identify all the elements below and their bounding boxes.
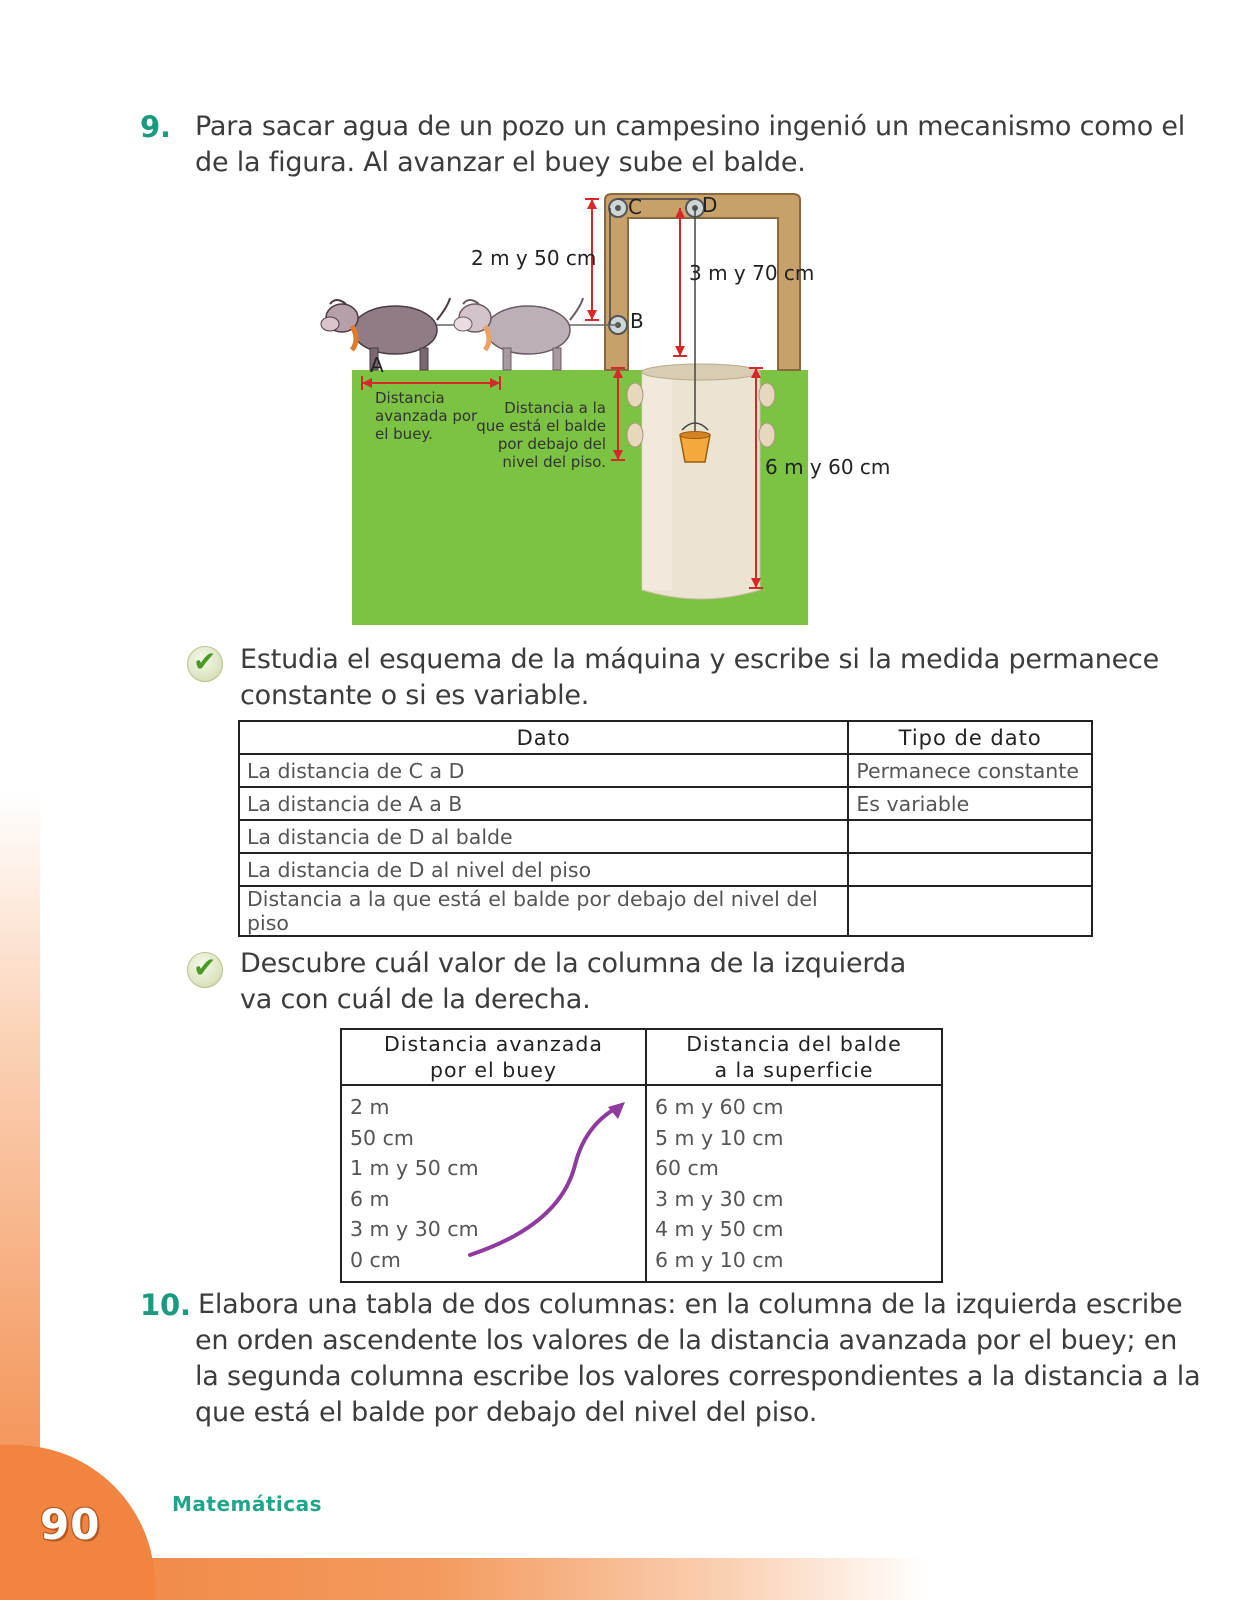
list-item[interactable]: 5 m y 10 cm [654, 1125, 784, 1150]
well-mechanism-figure [300, 190, 960, 630]
question-10-line-3: la segunda columna escribe los valores correspondientes a la distancia a la [195, 1361, 1201, 1392]
header-tipo-de-dato: Tipo de dato [848, 721, 1092, 754]
question-10-number: 10. [140, 1288, 191, 1322]
question-10-line-2: en orden ascendente los valores de la distancia avanzada por el buey; en [195, 1325, 1178, 1356]
bottom-orange-strip [0, 1558, 1236, 1600]
ox-right [454, 298, 583, 370]
task-1-line-1: Estudia el esquema de la máquina y escribe si la medida permanece [240, 644, 1160, 675]
table-header-row [341, 1029, 942, 1085]
list-item[interactable]: 50 cm [350, 1125, 414, 1150]
right-values-column [646, 1085, 942, 1282]
dato-cell: La distancia de A a B [239, 787, 848, 820]
list-item[interactable]: 1 m y 50 cm [350, 1156, 479, 1180]
list-item[interactable]: 6 m [350, 1186, 390, 1211]
footer-subject: Matemáticas [172, 1492, 323, 1516]
list-item[interactable]: 0 cm [350, 1247, 401, 1272]
caption-right-4: nivel del piso. [502, 453, 606, 471]
dato-cell: La distancia de C a D [239, 754, 848, 787]
dato-cell: La distancia de D al nivel del piso [239, 853, 848, 886]
caption-left-2: avanzada por [375, 407, 478, 425]
dato-cell: Distancia a la que está el balde por debajo del nivel del piso [239, 886, 848, 936]
task-2-line-1: Descubre cuál valor de la columna de la izquierda [240, 948, 907, 979]
caption-left-3: el buey. [375, 425, 433, 443]
point-c-label: C [628, 195, 642, 219]
ox-left [321, 298, 450, 370]
list-item[interactable]: 60 cm [654, 1156, 719, 1180]
label-6m-60cm: 6 m y 60 cm [765, 455, 891, 479]
task-2-line-2: va con cuál de la derecha. [240, 984, 591, 1015]
question-9-number: 9. [140, 110, 171, 144]
point-d-label: D [702, 193, 718, 217]
question-9-line-2: de la figura. Al avanzar el buey sube el balde. [195, 147, 806, 178]
tipo-cell[interactable] [848, 853, 1092, 886]
caption-right-3: por debajo del [497, 435, 606, 453]
caption-left-1: Distancia [375, 389, 445, 407]
question-9-line-1: Para sacar agua de un pozo un campesino ingenió un mecanismo como el [195, 111, 1186, 142]
tipo-cell[interactable] [848, 820, 1092, 853]
table-row [239, 886, 1092, 936]
table-header-row [239, 721, 1092, 754]
list-item[interactable]: 2 m [350, 1095, 390, 1119]
header-dato: Dato [239, 721, 848, 754]
list-item[interactable]: 3 m y 30 cm [654, 1186, 784, 1211]
question-10-line-1: Elabora una tabla de dos columnas: en la columna de la izquierda escribe [198, 1289, 1183, 1320]
label-3m-70cm: 3 m y 70 cm [689, 261, 815, 285]
tipo-cell[interactable]: Es variable [848, 787, 1092, 820]
list-item[interactable]: 6 m y 60 cm [654, 1095, 784, 1119]
example-arrow-icon [460, 1095, 640, 1265]
well-rim [642, 364, 760, 380]
bucket [680, 435, 710, 462]
header-distancia-balde: Distancia del balde a la superficie [646, 1029, 942, 1085]
caption-right-2: que está el balde [476, 417, 606, 435]
tipo-cell[interactable] [848, 886, 1092, 936]
matching-table [340, 1028, 943, 1283]
point-a-label: A [370, 353, 384, 377]
list-item[interactable]: 3 m y 30 cm [350, 1217, 479, 1241]
table-row [239, 853, 1092, 886]
table-row [239, 754, 1092, 787]
checkmark-icon: ✔ [187, 646, 223, 682]
dato-cell: La distancia de D al balde [239, 820, 848, 853]
page-number: 90 [40, 1500, 101, 1549]
checkmark-icon: ✔ [187, 952, 223, 988]
header-distancia-avanzada: Distancia avanzada por el buey [341, 1029, 646, 1085]
tipo-cell[interactable]: Permanece constante [848, 754, 1092, 787]
table-row [239, 787, 1092, 820]
list-item[interactable]: 6 m y 10 cm [654, 1247, 784, 1272]
list-item[interactable]: 4 m y 50 cm [654, 1217, 784, 1241]
task-1-line-2: constante o si es variable. [240, 680, 590, 711]
caption-right-1: Distancia a la [504, 399, 606, 417]
point-b-label: B [630, 309, 644, 333]
question-10-line-4: que está el balde por debajo del nivel del piso. [195, 1397, 818, 1428]
table-row [239, 820, 1092, 853]
label-2m-50cm: 2 m y 50 cm [471, 246, 597, 270]
data-type-table [238, 720, 1093, 937]
